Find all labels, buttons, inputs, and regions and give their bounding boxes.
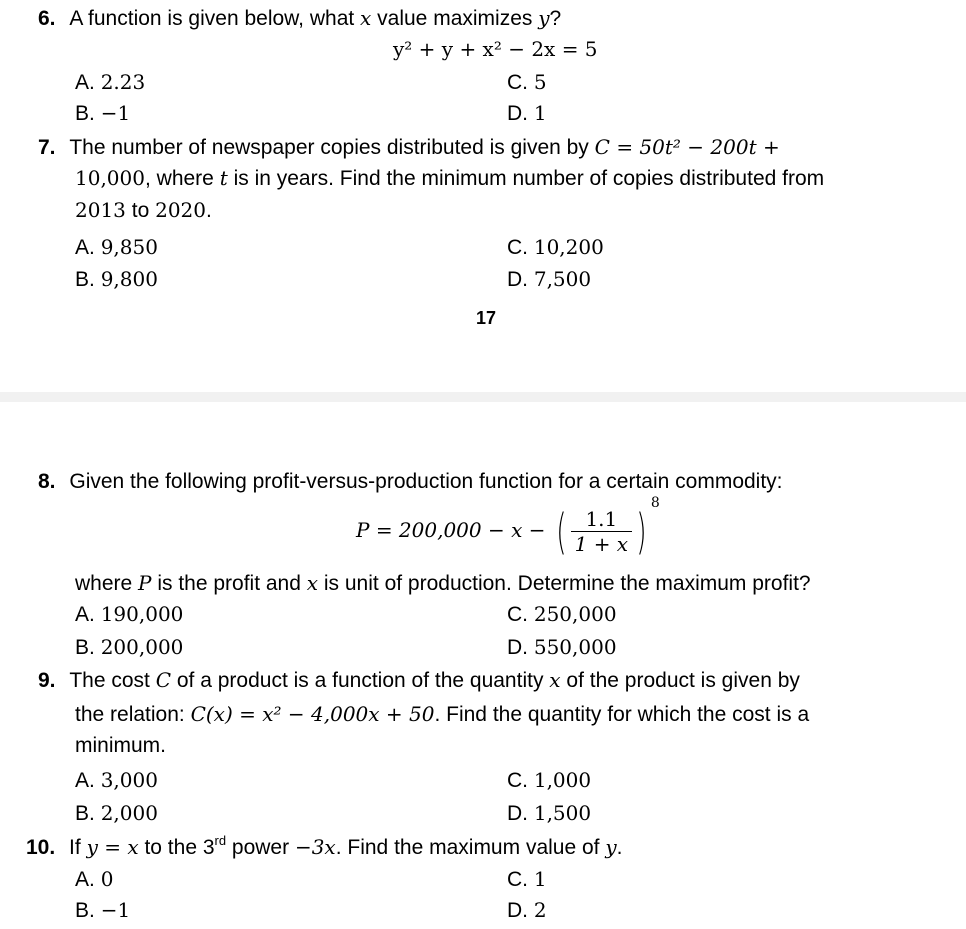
choice-c[interactable]: C. 1,000 xyxy=(507,768,592,792)
choice-c[interactable]: C. 5 xyxy=(507,70,547,94)
question-8: 8. Given the following profit-versus-production function for a certain commodity: xyxy=(38,470,783,493)
question-9: 9. The cost C of a product is a function of the quantity x of the product is given by xyxy=(38,668,800,692)
question-8-line3: where P is the profit and x is unit of production. Determine the maximum profit? xyxy=(75,571,811,595)
question-7: 7. The number of newspaper copies distributed is given by C = 50t² − 200t + xyxy=(38,135,780,159)
choice-a[interactable]: A. 9,850 xyxy=(75,235,158,259)
choice-b[interactable]: B. 200,000 xyxy=(75,635,184,659)
choice-c[interactable]: C. 1 xyxy=(507,867,547,891)
choice-b[interactable]: B. −1 xyxy=(75,898,131,922)
question-6 xyxy=(38,5,561,32)
choice-c[interactable]: C. 250,000 xyxy=(507,602,617,626)
question-text: A function is given below, what x value maximizes y? xyxy=(69,6,562,30)
choice-b[interactable]: B. −1 xyxy=(75,101,131,125)
question-7-line2: 10,000, where t is in years. Find the minimum number of copies distributed from xyxy=(75,166,825,190)
equation: P = 200,000 − x − ( $\frac{1.1}{1 + x}$ )$^8$ xyxy=(356,495,660,560)
choice-a[interactable]: A. 0 xyxy=(75,867,114,891)
question-10: 10. If y = x to the 3rd power −3x. Find the maximum value of y. xyxy=(26,833,623,859)
choice-b[interactable]: B. 9,800 xyxy=(75,267,158,291)
equation: y² + y + x² − 2x = 5 xyxy=(393,37,598,61)
choice-a[interactable]: A. 3,000 xyxy=(75,768,158,792)
choice-d[interactable]: D. 550,000 xyxy=(507,635,617,659)
question-7-line3: 2013 to 2020. xyxy=(75,198,212,222)
page-break xyxy=(0,392,966,402)
choice-d[interactable]: D. 1,500 xyxy=(507,801,592,825)
choice-a[interactable]: A. 2.23 xyxy=(75,70,146,94)
equation: C = 50t² − 200t + xyxy=(594,135,780,159)
question-number: 7. xyxy=(38,136,56,159)
question-number: 10. xyxy=(26,836,56,859)
page-number: 17 xyxy=(476,308,497,328)
choice-d[interactable]: D. 2 xyxy=(507,898,547,922)
choice-b[interactable]: B. 2,000 xyxy=(75,801,158,825)
choice-a[interactable]: A. 190,000 xyxy=(75,602,184,626)
choice-d[interactable]: D. 1 xyxy=(507,101,547,125)
choice-c[interactable]: C. 10,200 xyxy=(507,235,604,259)
question-number: 8. xyxy=(38,470,56,493)
question-9-line2: the relation: C(x) = x² − 4,000x + 50. Find the quantity for which the cost is a xyxy=(75,702,810,726)
question-number: 9. xyxy=(38,669,56,692)
choice-d[interactable]: D. 7,500 xyxy=(507,267,592,291)
question-9-line3: minimum. xyxy=(75,734,167,757)
question-number: 6. xyxy=(38,7,56,30)
